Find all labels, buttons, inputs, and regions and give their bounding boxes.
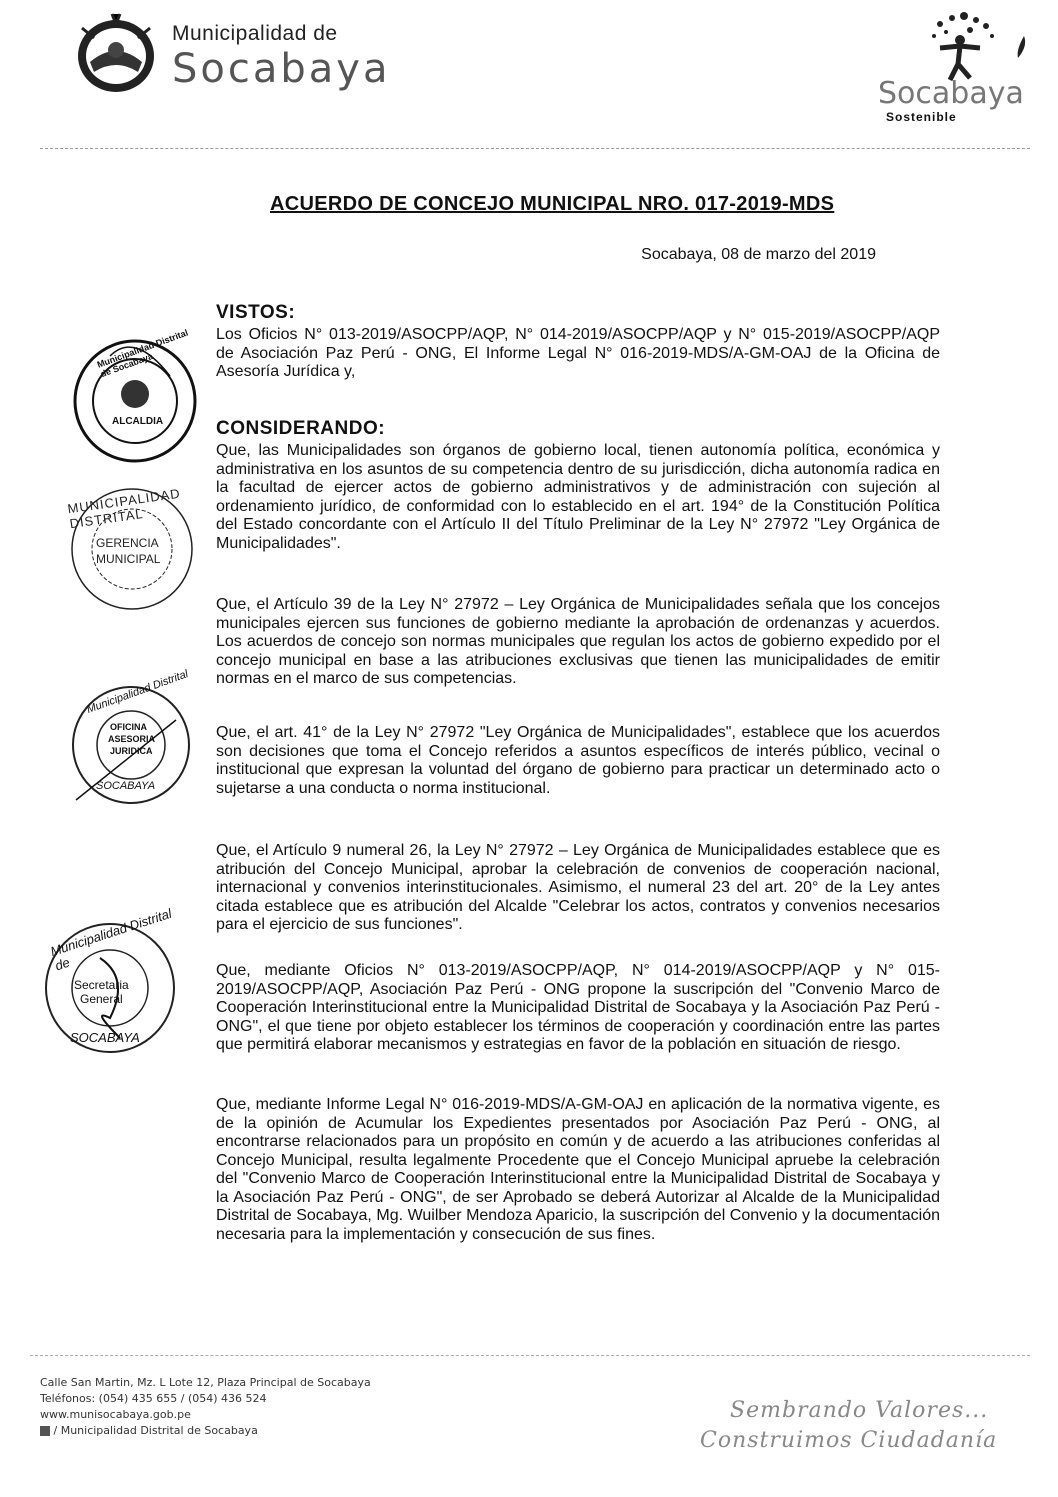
footer-address: Calle San Martin, Mz. L Lote 12, Plaza Principal de Socabaya [40, 1376, 371, 1389]
alcaldia-stamp [70, 327, 200, 466]
footer-website[interactable]: www.munisocabaya.gob.pe [40, 1408, 191, 1421]
brand-name: Socabaya [878, 76, 1024, 111]
gerencia-stamp-line1: GERENCIA [96, 536, 159, 550]
municipality-name: Socabaya [172, 46, 391, 92]
considerando-paragraph-1: Que, las Municipalidades son órganos de gobierno local, tienen autonomía política, económica y administrativa en los asuntos de su competencia dentro de su jurisdicción, dicha autonomía radica en la facultad de ejercer actos de gobierno administrativos y de administración con sujeción al ordenamiento jurídico, de conformidad con lo establecido en el art. 194° de la Constitución Política del Estado concordante con el Artículo II del Título Preliminar de la Ley N° 27972 "Ley Orgánica de Municipalidades". [216, 442, 940, 552]
considerando-heading: CONSIDERANDO: [216, 418, 386, 439]
facebook-icon [40, 1426, 50, 1436]
asesoria-stamp-ring: Municipalidad Distrital [85, 668, 190, 716]
asesoria-stamp-line2: ASESORIA [108, 734, 156, 744]
asesoria-juridica-stamp [66, 668, 196, 810]
asesoria-stamp-line1: OFICINA [110, 722, 147, 732]
slogan-line2: Construimos Ciudadanía [700, 1428, 998, 1453]
gerencia-stamp-ring: MUNICIPALIDAD DISTRITAL [66, 485, 182, 532]
gerencia-stamp-line2: MUNICIPAL [96, 552, 161, 566]
secretaria-stamp-line1: Secretaria [74, 978, 129, 992]
secretaria-stamp-ring: Municipalidad Distrital de [48, 905, 174, 974]
document-title: ACUERDO DE CONCEJO MUNICIPAL NRO. 017-2019-MDS [270, 193, 835, 215]
slogan-line1: Sembrando Valores... [730, 1398, 989, 1423]
secretaria-stamp-bottom: SOCABAYA [70, 1030, 140, 1045]
footer-divider [30, 1355, 1030, 1356]
considerando-paragraph-4: Que, el Artículo 9 numeral 26, la Ley N° 27972 – Ley Orgánica de Municipalidades establece que es atribución del Concejo Municipal, aprobar la celebración de convenios de cooperación nacional, internacional y convenios interinstitucionales. Asimismo, el numeral 23 del art. 20° de la Ley antes citada establece que es atribución del Alcalde "Celebrar los actos, contratos y convenios necesarios para el ejercicio de sus funciones". [216, 842, 940, 933]
secretaria-stamp-line2: General [80, 992, 123, 1006]
considerando-paragraph-5: Que, mediante Oficios N° 013-2019/ASOCPP/AQP, N° 014-2019/ASOCPP/AQP y N° 015-2019/ASOCPP/AQP, Asociación Paz Perú - ONG propone la suscripción del "Convenio Marco de Cooperación Interinstitucional entre la Municipalidad Distrital de Socabaya y la Asociación Paz Perú - ONG", el que tiene por objeto establecer los términos de cooperación y coordinación entre las partes que permitirá elaborar mecanismos y estrategias en favor de la población en situación de riesgo. [216, 962, 940, 1053]
brand-subtitle: Sostenible [886, 110, 957, 124]
alcaldia-stamp-ring: Municipalidad Distrital de Socabaya [95, 327, 190, 380]
header-divider [40, 148, 1030, 149]
alcaldia-stamp-center: ALCALDIA [112, 416, 164, 427]
figure-icon [900, 6, 1040, 86]
footer-facebook [40, 1424, 258, 1437]
vistos-text: Los Oficios N° 013-2019/ASOCPP/AQP, N° 014-2019/ASOCPP/AQP y N° 015-2019/ASOCPP/AQP de Asociación Paz Perú - ONG, El Informe Legal N° 016-2019-MDS/A-GM-OAJ de la Oficina de Asesoría Jurídica y, [216, 326, 940, 380]
document-date: Socabaya, 08 de marzo del 2019 [641, 246, 876, 263]
municipality-title: Municipalidad de [172, 22, 338, 45]
footer-phones: Teléfonos: (054) 435 655 / (054) 436 524 [40, 1392, 267, 1405]
municipal-crest-logo [72, 10, 160, 98]
considerando-paragraph-3: Que, el art. 41° de la Ley N° 27972 "Ley Orgánica de Municipalidades", establece que los acuerdos son decisiones que toma el Concejo referidos a asuntos específicos de interés público, vecinal o institucional que expresan la voluntad del órgano de gobierno para practicar un determinado acto o sujetarse a una conducta o norma institucional. [216, 724, 940, 797]
considerando-paragraph-2: Que, el Artículo 39 de la Ley N° 27972 – Ley Orgánica de Municipalidades señala que los concejos municipales ejercen sus funciones de gobierno mediante la aprobación de ordenanzas y acuerdos. Los acuerdos de concejo son normas municipales que regulan los actos de gobierno expedido por el concejo municipal en base a las atribuciones exclusivas que tienen las municipalidades de emitir normas en el marco de sus competencias. [216, 596, 940, 687]
secretaria-general-stamp [40, 905, 180, 1058]
socabaya-sostenible-logo [878, 6, 1040, 136]
asesoria-stamp-line3: JURIDICA [110, 746, 153, 756]
footer-facebook-label: / Municipalidad Distrital de Socabaya [53, 1424, 258, 1437]
asesoria-stamp-bottom: SOCABAYA [96, 780, 156, 792]
considerando-paragraph-6: Que, mediante Informe Legal N° 016-2019-MDS/A-GM-OAJ en aplicación de la normativa vigente, es de la opinión de Acumular los Expedientes presentados por Asociación Paz Perú - ONG, al encontrarse relacionados para un propósito en común y de acuerdo a las atribuciones conferidas al Concejo Municipal, resulta legalmente Procedente que el Concejo Municipal apruebe la celebración del "Convenio Marco de Cooperación Interinstitucional entre la Municipalidad Distrital de Socabaya y la Asociación Paz Perú - ONG", de ser Aprobado se deberá Autorizar al Alcalde de la Municipalidad Distrital de Socabaya, Mg. Wuilber Mendoza Aparicio, la suscripción del Convenio y la documentación necesaria para la implementación y consecución de sus fines. [216, 1096, 940, 1243]
vistos-heading: VISTOS: [216, 302, 296, 323]
gerencia-stamp [62, 484, 202, 614]
